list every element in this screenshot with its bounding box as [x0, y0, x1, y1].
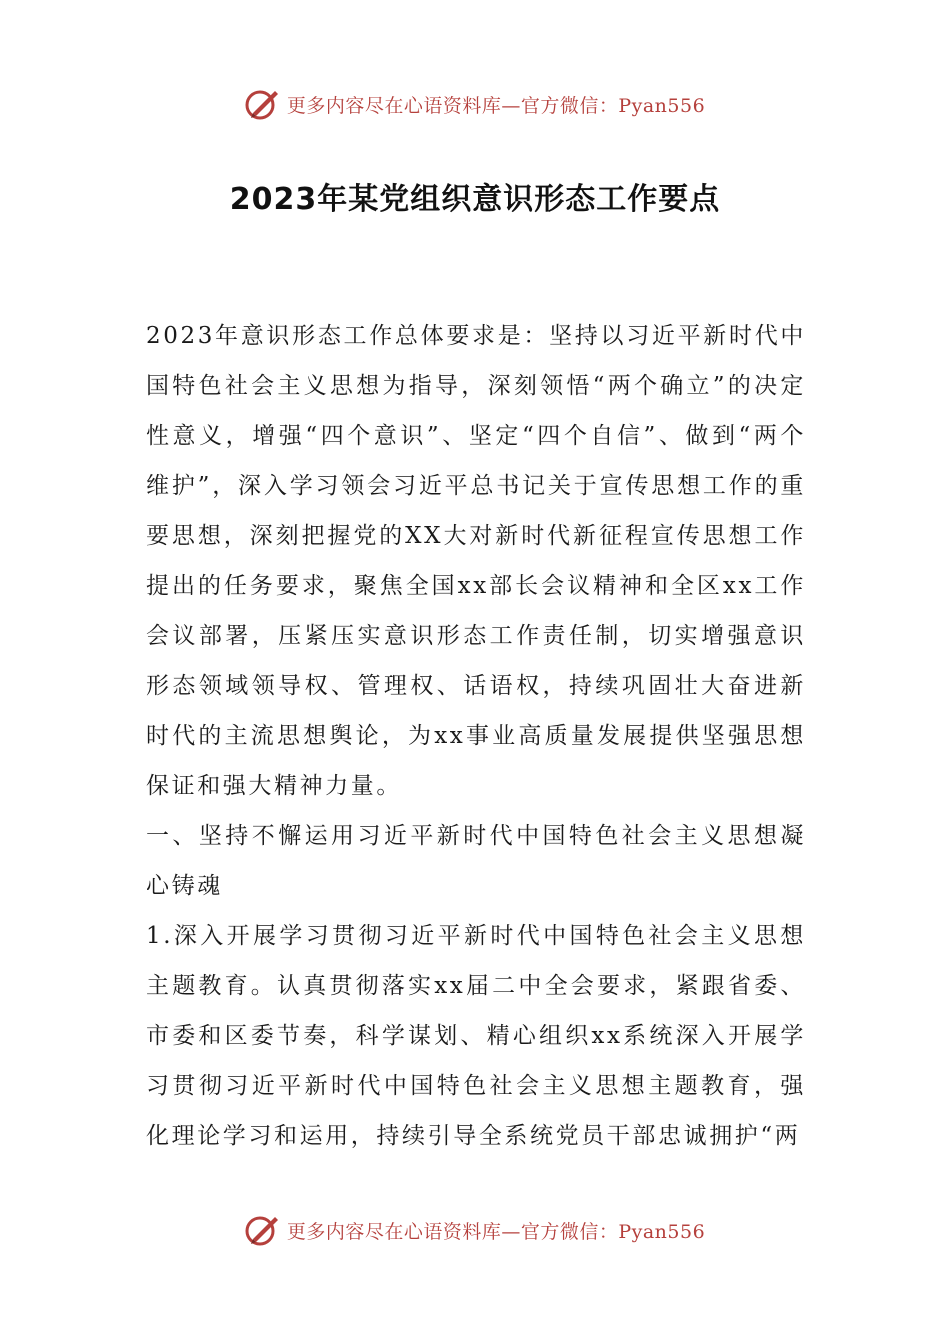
- pen-circle-logo-icon: [245, 1213, 281, 1247]
- footer-watermark: [0, 1210, 950, 1250]
- header-watermark: [0, 84, 950, 124]
- document-body: [146, 311, 806, 1161]
- item-paragraph: 1.深入开展学习贯彻习近平新时代中国特色社会主义思想主题教育。认真贯彻落实xx届二中全会要求，紧跟省委、市委和区委节奏，科学谋划、精心组织xx系统深入开展学习贯彻习近平新时代中国特色社会主义思想主题教育，强化理论学习和运用，持续引导全系统党员干部忠诚拥护“两: [146, 923, 806, 1149]
- document-title: 2023年某党组织意识形态工作要点: [229, 182, 721, 217]
- watermark-text: 更多内容尽在心语资料库—官方微信：Pyan556: [286, 94, 706, 117]
- section-heading: 一、坚持不懈运用习近平新时代中国特色社会主义思想凝心铸魂: [146, 823, 806, 899]
- pen-circle-logo-icon: [245, 87, 281, 121]
- intro-paragraph: 2023年意识形态工作总体要求是：坚持以习近平新时代中国特色社会主义思想为指导，深刻领悟“两个确立”的决定性意义，增强“四个意识”、坚定“四个自信”、做到“两个维护”，深入学习领会习近平总书记关于宣传思想工作的重要思想，深刻把握党的XX大对新时代新征程宣传思想工作提出的任务要求，聚焦全国xx部长会议精神和全区xx工作会议部署，压紧压实意识形态工作责任制，切实增强意识形态领域领导权、管理权、话语权，持续巩固壮大奋进新时代的主流思想舆论，为xx事业高质量发展提供坚强思想保证和强大精神力量。: [146, 323, 806, 799]
- watermark-text: 更多内容尽在心语资料库—官方微信：Pyan556: [286, 1220, 706, 1243]
